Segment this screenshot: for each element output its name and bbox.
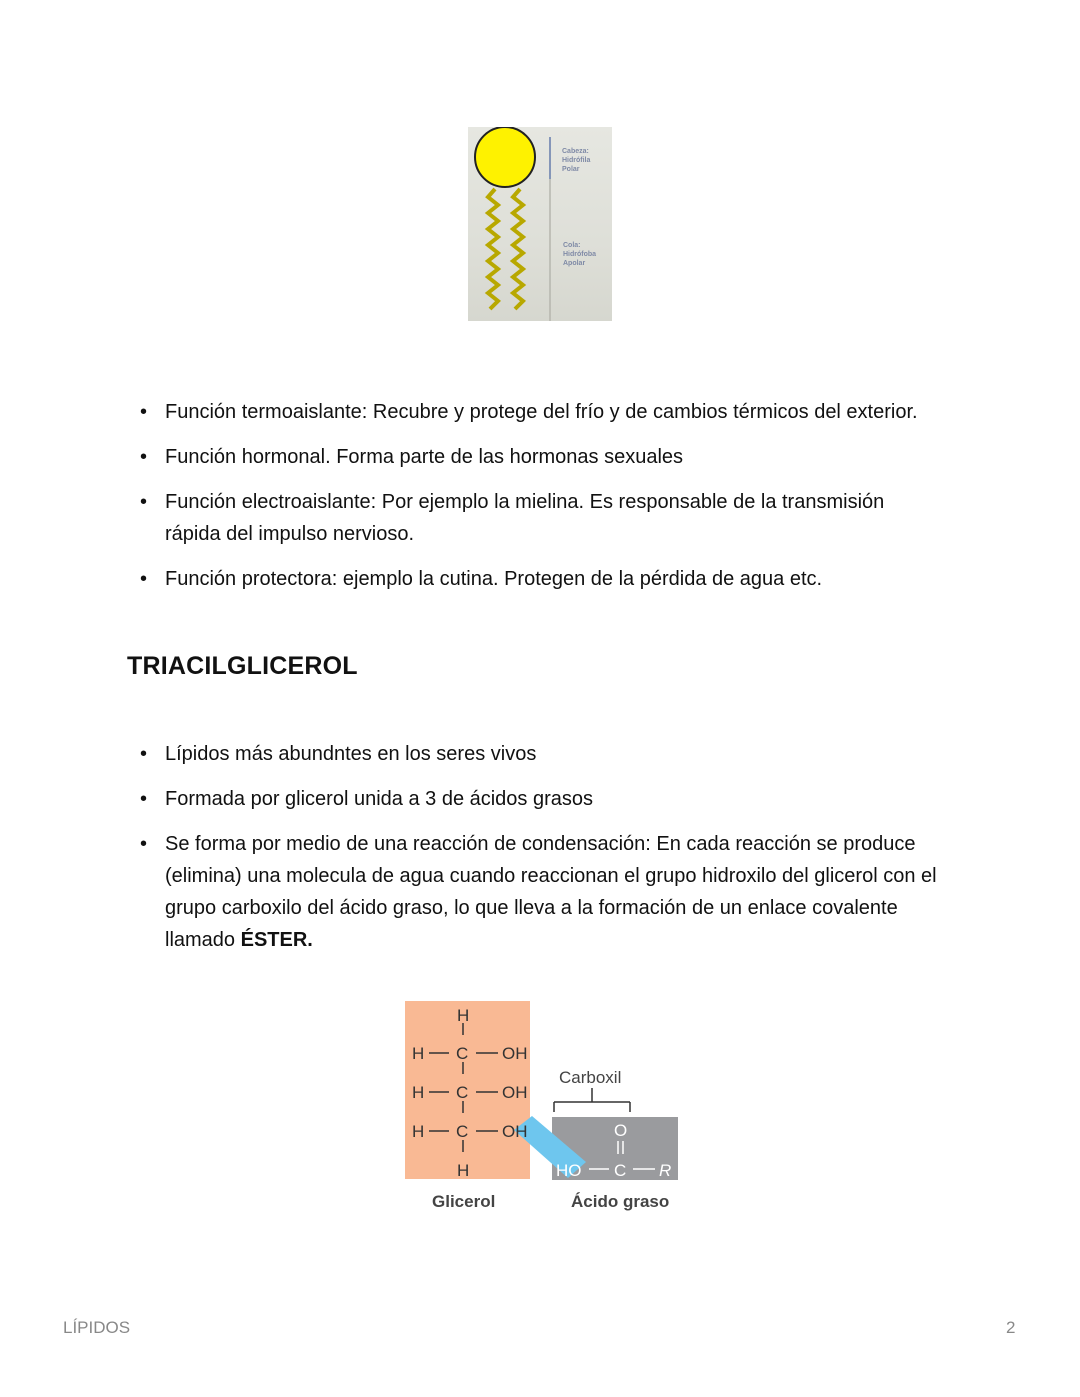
ester-figure (404, 1000, 680, 1215)
acid-c: C (614, 1161, 627, 1180)
tail-chain-right (513, 189, 523, 309)
list-item-text: Se forma por medio de una reacción de condensación: En cada reacción se produce (elimina) una molecula de agua cuando reaccionan el grupo hidroxilo del glicerol con el grupo carboxilo del ácido graso, lo que lleva a la formación de un enlace covalente llamado (165, 833, 937, 951)
glycerol-h1: H (412, 1044, 425, 1063)
functions-list (140, 396, 940, 608)
list-item: • Lípidos más abundntes en los seres vivos (140, 738, 940, 770)
list-item: • Función termoaislante: Recubre y protege del frío y de cambios térmicos del exterior. (140, 396, 940, 428)
carboxil-label: Carboxil (559, 1068, 622, 1087)
list-item (140, 828, 940, 956)
section-heading: TRIACILGLICEROL (127, 652, 358, 680)
acid-o: O (614, 1121, 628, 1140)
glycerol-c2: C (456, 1083, 469, 1102)
head-label: Cabeza: Hidrófila Polar (562, 148, 591, 173)
acid-ho: HO (556, 1161, 582, 1180)
tail-label: Cola: Hidrófoba Apolar (563, 242, 597, 267)
tail-chain-left (488, 189, 498, 309)
glycerol-caption: Glicerol (432, 1192, 496, 1211)
acid-r: R (659, 1161, 672, 1180)
triacylglycerol-list (140, 738, 940, 969)
phospholipid-figure (468, 127, 612, 321)
glycerol-h-top: H (457, 1006, 470, 1025)
glycerol-oh3: OH (502, 1122, 528, 1141)
list-item: • Función hormonal. Forma parte de las hormonas sexuales (140, 441, 940, 473)
footer-title: LÍPIDOS (63, 1318, 131, 1337)
list-item: • Función protectora: ejemplo la cutina. Protegen de la pérdida de agua etc. (140, 563, 940, 595)
list-item: • Formada por glicerol unida a 3 de ácidos grasos (140, 783, 940, 815)
bond-lines (404, 1000, 680, 1215)
page-number: 2 (1006, 1318, 1016, 1337)
glycerol-c1: C (456, 1044, 469, 1063)
glycerol-h3: H (412, 1122, 425, 1141)
glycerol-oh2: OH (502, 1083, 528, 1102)
polar-head (475, 127, 535, 187)
list-item: • Función electroaislante: Por ejemplo la mielina. Es responsable de la transmisión rápida del impulso nervioso. (140, 486, 940, 550)
glycerol-c3: C (456, 1122, 469, 1141)
phospholipid-drawing (468, 127, 612, 321)
glycerol-h-bottom: H (457, 1161, 470, 1180)
fatty-acid-caption: Ácido graso (571, 1192, 670, 1211)
glycerol-h2: H (412, 1083, 425, 1102)
glycerol-oh1: OH (502, 1044, 528, 1063)
ester-term: ÉSTER. (240, 929, 313, 951)
